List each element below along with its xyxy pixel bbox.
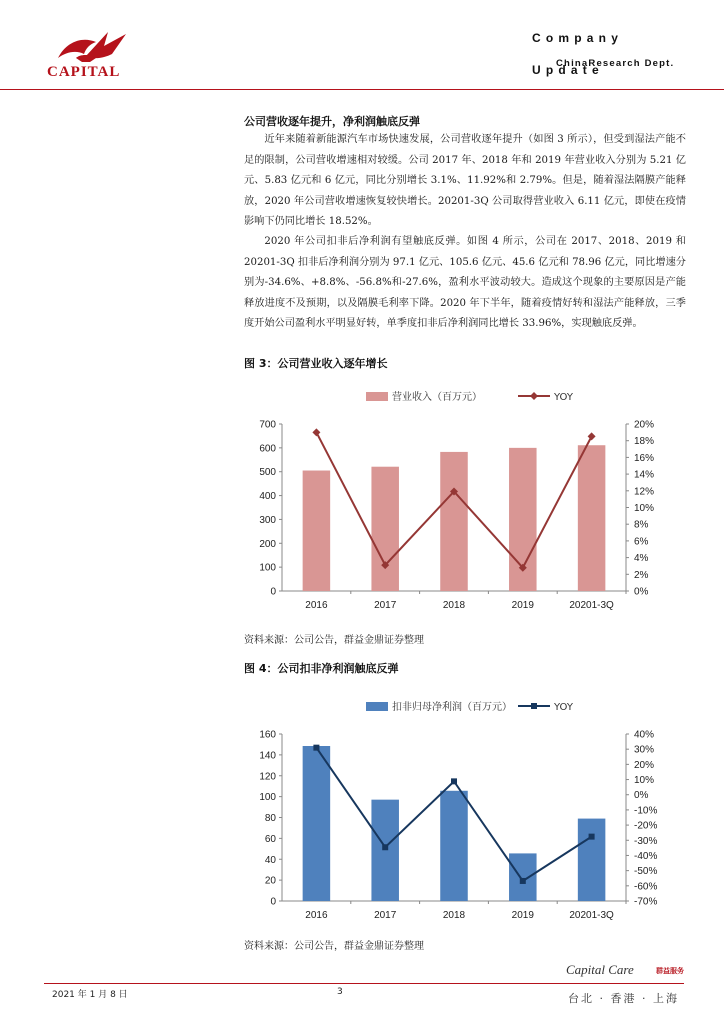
right-tick-label: 6%: [634, 536, 649, 548]
yoy-point: [588, 432, 596, 440]
category-label: 2017: [374, 910, 397, 920]
yoy-point: [382, 844, 388, 850]
right-tick-label: -60%: [634, 881, 658, 893]
legend-line-marker: [531, 703, 537, 709]
left-tick-label: 0: [270, 586, 276, 598]
footer-brand-cn: 群益服务: [656, 967, 684, 975]
figure4-title: 图 4：公司扣非净利润触底反弹: [244, 662, 399, 675]
right-tick-label: -10%: [634, 805, 658, 817]
right-tick-label: 12%: [634, 486, 655, 498]
yoy-point: [313, 745, 319, 751]
right-tick-label: 14%: [634, 469, 655, 481]
right-tick-label: 40%: [634, 729, 655, 741]
category-label: 2019: [511, 910, 534, 920]
category-label: 20201-3Q: [569, 600, 614, 610]
net-profit-chart: [244, 690, 684, 920]
left-tick-label: 120: [259, 771, 276, 783]
category-label: 2018: [442, 600, 466, 610]
left-tick-label: 300: [259, 514, 276, 526]
left-tick-label: 80: [264, 813, 276, 824]
category-label: 2019: [511, 600, 534, 610]
bar: [578, 445, 606, 591]
category-label: 2016: [305, 910, 328, 920]
left-tick-label: 100: [259, 792, 276, 804]
yoy-point: [312, 428, 320, 436]
right-tick-label: 4%: [634, 553, 649, 565]
yoy-point: [589, 834, 595, 840]
paragraph-revenue: 近年来随着新能源汽车市场快速发展，公司营收逐年提升（如图 3 所示），但受到湿法产能不足的限制，公司营收增速相对较缓。公司 2017 年、2018 年和 2019 年营业收入分别为 5.21 亿元、5.83 亿元和 6 亿元，同比分别增长 3.1%、11.92%和 2.79%。但是，随着湿法隔膜产能释放，2020 年公司营收增速恢复较快增长。20201-3Q 公司取得营业收入 6.11 亿元，即使在疫情影响下仍同比增长 18.52%。: [244, 134, 686, 227]
bar: [440, 452, 468, 591]
right-tick-label: 20%: [634, 419, 655, 431]
right-tick-label: -40%: [634, 850, 658, 862]
right-tick-label: 18%: [634, 436, 655, 448]
report-type: Company Update: [532, 31, 624, 77]
legend-bar-label: 扣非归母净利润（百万元）: [392, 702, 512, 713]
category-label: 20201-3Q: [569, 910, 614, 920]
left-tick-label: 60: [264, 833, 276, 845]
right-tick-label: 8%: [634, 519, 649, 531]
figure4-source: 资料来源：公司公告，群益金鼎证券整理: [244, 941, 424, 952]
bar: [371, 800, 399, 901]
right-tick-label: -50%: [634, 866, 658, 878]
category-label: 2017: [374, 600, 397, 610]
footer-date: 2021 年 1 月 8 日: [52, 990, 128, 1000]
logo-text: CAPITAL: [47, 64, 121, 80]
page-number: 3: [337, 987, 343, 997]
left-tick-label: 200: [259, 538, 276, 550]
right-tick-label: 10%: [634, 775, 655, 787]
footer-divider: [44, 983, 684, 984]
left-tick-label: 500: [259, 467, 276, 479]
category-label: 2018: [442, 910, 466, 920]
legend-bar-label: 营业收入（百万元）: [392, 392, 482, 403]
yoy-point: [451, 778, 457, 784]
bar: [509, 853, 537, 901]
bar: [371, 467, 399, 591]
figure3-source: 资料来源：公司公告，群益金鼎证券整理: [244, 635, 424, 646]
footer-cities: 台北 · 香港 · 上海: [568, 992, 679, 1005]
left-tick-label: 700: [259, 419, 276, 431]
legend-bar-swatch: [366, 392, 388, 401]
left-tick-label: 140: [259, 750, 276, 762]
left-tick-label: 600: [259, 443, 276, 455]
right-tick-label: -30%: [634, 835, 658, 847]
right-tick-label: 16%: [634, 452, 655, 464]
header-divider: [0, 89, 724, 90]
revenue-chart: [244, 380, 684, 610]
left-tick-label: 0: [270, 896, 276, 908]
right-tick-label: 30%: [634, 744, 655, 756]
right-tick-label: -20%: [634, 820, 658, 832]
left-tick-label: 20: [264, 875, 276, 887]
paragraph-profit: 2020 年公司扣非后净利润有望触底反弹。如图 4 所示，公司在 2017、2018、2019 和 20201-3Q 扣非后净利润分别为 97.1 亿元、105.6 亿元、45.6 亿元和 78.96 亿元，同比增速分别为-34.6%、+8.8%、-56.8%和-27.6%，盈利水平波动较大。造成这个现象的主要原因是产能释放进度不及预期，以及隔膜毛利率下降。2020 年下半年，随着疫情好转和湿法产能释放，三季度开始公司盈利水平明显好转，单季度扣非后净利润同比增长 33.96%，实现触底反弹。: [244, 236, 686, 329]
bar: [440, 791, 468, 901]
bar: [303, 746, 331, 901]
legend-line-label: YOY: [554, 392, 573, 403]
bar: [578, 819, 606, 901]
left-tick-label: 160: [259, 729, 276, 741]
left-tick-label: 40: [264, 854, 276, 866]
left-tick-label: 100: [259, 562, 276, 574]
category-label: 2016: [305, 600, 328, 610]
right-tick-label: 0%: [634, 586, 649, 598]
footer-brand: Capital Care: [566, 962, 634, 977]
department: ChinaResearch Dept.: [556, 58, 675, 69]
right-tick-label: 10%: [634, 503, 655, 514]
yoy-point: [520, 878, 526, 884]
left-tick-label: 400: [259, 491, 276, 503]
legend-line-label: YOY: [554, 702, 573, 713]
right-tick-label: 2%: [634, 569, 649, 581]
figure3-title: 图 3：公司营业收入逐年增长: [244, 357, 388, 370]
right-tick-label: 20%: [634, 759, 655, 771]
right-tick-label: -70%: [634, 896, 658, 908]
right-tick-label: 0%: [634, 790, 649, 802]
bar: [303, 471, 331, 591]
section-heading: 公司营收逐年提升，净利润触底反弹: [244, 115, 420, 128]
legend-line-marker: [530, 392, 538, 400]
legend-bar-swatch: [366, 702, 388, 711]
